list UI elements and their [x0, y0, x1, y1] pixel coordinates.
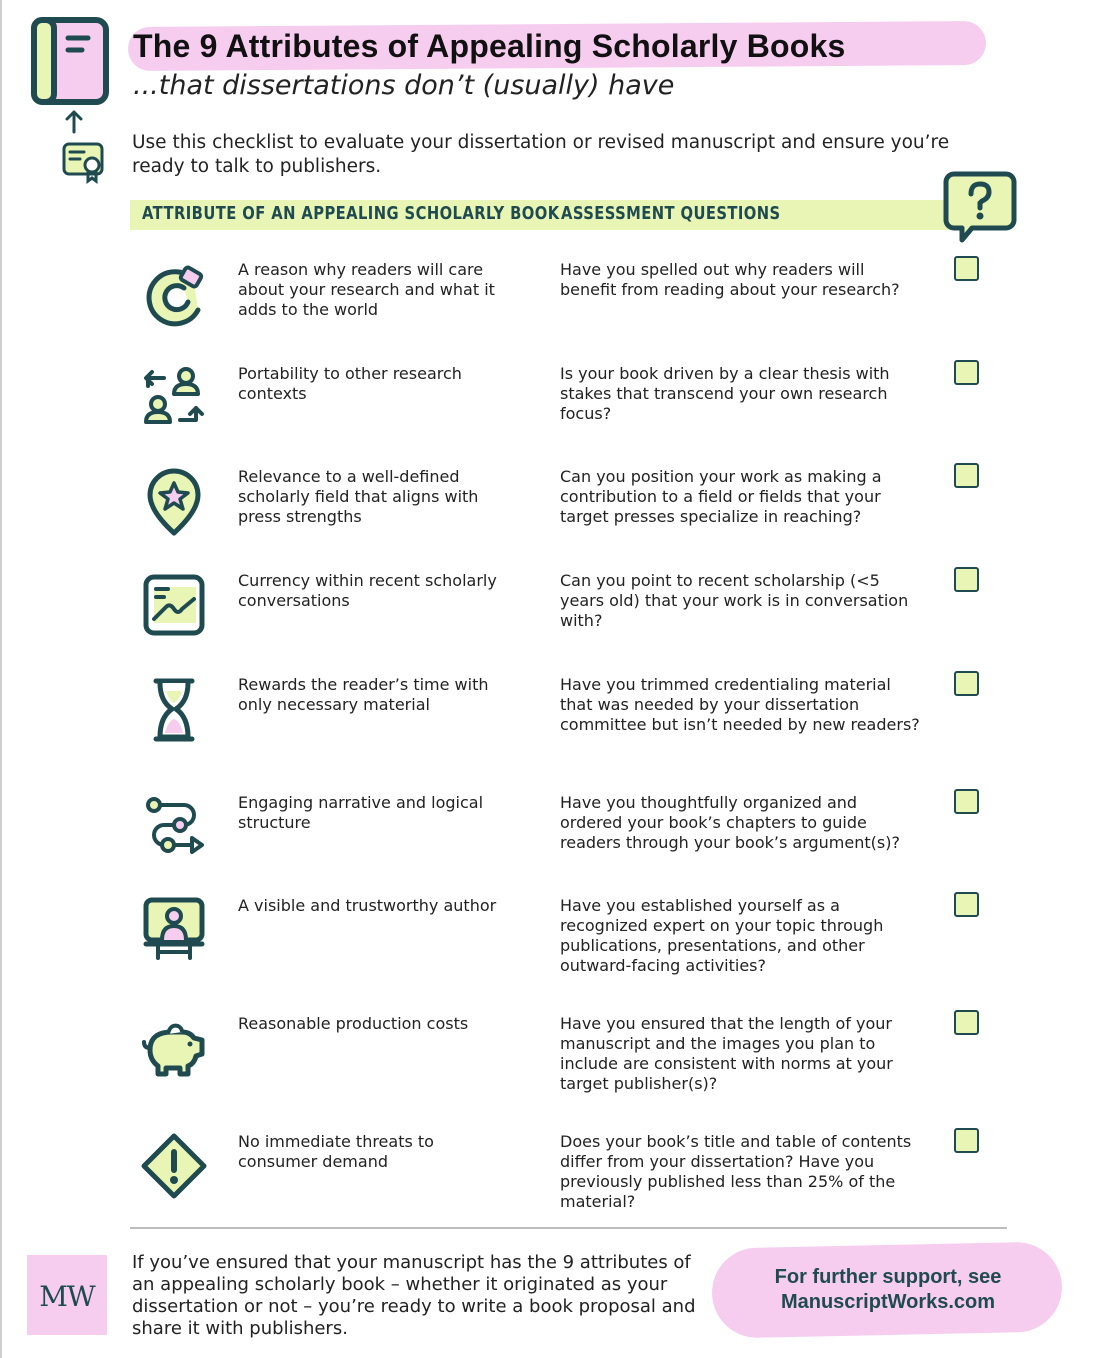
attribute-text: Engaging narrative and logical structure — [238, 793, 484, 832]
question-bubble-icon — [942, 170, 1018, 244]
question-text: Have you ensured that the length of your manuscript and the images you plan to include are consistent with norms at your target publisher(s)? — [560, 1014, 893, 1093]
cta-text — [720, 1265, 1056, 1315]
hourglass-icon — [138, 675, 210, 747]
attribute-text: No immediate threats to consumer demand — [238, 1132, 434, 1171]
question-text: Have you established yourself as a recognized expert on your topic through publications, presentations, and other outward-facing activities? — [560, 896, 884, 975]
cta-link[interactable]: ManuscriptWorks.com — [780, 1291, 996, 1313]
question-text: Can you point to recent scholarship (<5 years old) that your work is in conversation with? — [560, 571, 909, 630]
question-text: Have you thoughtfully organized and ordered your book’s chapters to guide readers through your book’s argument(s)? — [560, 793, 900, 852]
route-icon — [138, 793, 210, 865]
intro-text: Use this checklist to evaluate your dissertation or revised manuscript and ensure you’re ready to talk to publishers. — [132, 132, 950, 177]
attribute-text: Rewards the reader’s time with only necessary material — [238, 675, 489, 714]
logo-text: MW — [39, 1280, 95, 1313]
divider — [130, 1227, 1007, 1229]
page-subtitle: ...that dissertations don’t (usually) have — [133, 70, 675, 101]
people-exchange-icon — [138, 364, 210, 436]
checkbox[interactable] — [954, 789, 979, 814]
page-title: The 9 Attributes of Appealing Scholarly Books — [133, 28, 846, 64]
attribute-text: A reason why readers will care about your research and what it adds to the world — [238, 260, 495, 319]
checkbox[interactable] — [954, 1010, 979, 1035]
magnet-icon — [138, 260, 210, 332]
checkbox[interactable] — [954, 892, 979, 917]
column-header-attribute: ATTRIBUTE OF AN APPEALING SCHOLARLY BOOK — [142, 203, 560, 224]
question-text: Can you position your work as making a contribution to a field or fields that your target presses specialize in reaching? — [560, 467, 882, 526]
question-text: Have you trimmed credentialing material that was needed by your dissertation committee but isn’t needed by new readers? — [560, 675, 920, 734]
question-text: Have you spelled out why readers will benefit from reading about your research? — [560, 260, 900, 299]
warning-diamond-icon — [138, 1132, 210, 1204]
book-icon — [26, 14, 112, 106]
certificate-icon — [60, 140, 108, 184]
question-text: Is your book driven by a clear thesis with stakes that transcend your own research focus? — [560, 364, 890, 423]
checkbox[interactable] — [954, 360, 979, 385]
trend-chart-icon — [138, 571, 210, 643]
attribute-text: Currency within recent scholarly conversations — [238, 571, 497, 610]
checkbox[interactable] — [954, 671, 979, 696]
presenter-icon — [138, 896, 210, 968]
checkbox[interactable] — [954, 256, 979, 281]
footer-text: If you’ve ensured that your manuscript has the 9 attributes of an appealing scholarly book – whether it originated as your dissertation or not – you’re ready to write a book proposal and share it with publishers. — [132, 1252, 696, 1339]
page-edge — [0, 0, 2, 1358]
attribute-text: Relevance to a well-defined scholarly field that aligns with press strengths — [238, 467, 479, 526]
checkbox[interactable] — [954, 567, 979, 592]
attribute-text: Reasonable production costs — [238, 1014, 469, 1033]
checkbox[interactable] — [954, 463, 979, 488]
checkbox[interactable] — [954, 1128, 979, 1153]
arrow-up-icon — [64, 108, 84, 134]
cta-line: For further support, see — [774, 1266, 1002, 1288]
star-pin-icon — [138, 467, 210, 539]
attribute-text: A visible and trustworthy author — [238, 896, 497, 915]
question-text: Does your book’s title and table of contents differ from your dissertation? Have you previously published less than 25% of the material? — [560, 1132, 912, 1211]
piggy-bank-icon — [138, 1014, 210, 1086]
mw-logo — [27, 1255, 107, 1335]
attribute-text: Portability to other research contexts — [238, 364, 462, 403]
column-header-questions: ASSESSMENT QUESTIONS — [561, 203, 781, 224]
